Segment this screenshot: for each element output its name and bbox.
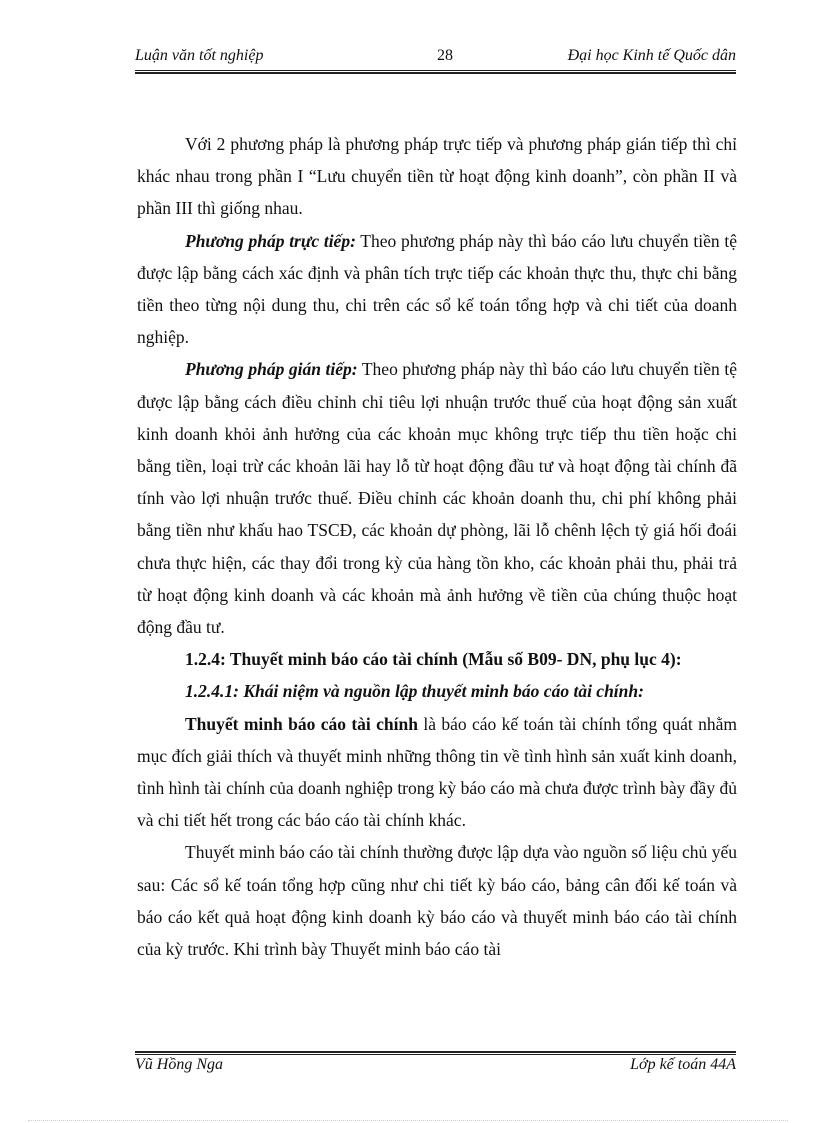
footer-author: Vũ Hồng Nga — [135, 1056, 223, 1073]
paragraph-methods-intro: Với 2 phương pháp là phương pháp trực tiếp và phương pháp gián tiếp thì chỉ khác nhau trong phần I “Lưu chuyển tiền từ hoạt động kinh doanh”, còn phần II và phần III thì giống nhau. — [137, 134, 737, 219]
footer-divider-thick — [135, 1051, 736, 1053]
header-thesis-label: Luận văn tốt nghiệp — [135, 47, 264, 64]
direct-method-label: Phương pháp trực tiếp: — [185, 230, 356, 251]
header-divider-thin — [135, 70, 736, 71]
page-footer — [135, 1056, 736, 1078]
indirect-method-label: Phương pháp gián tiếp: — [185, 359, 358, 380]
indirect-method-text: Theo phương pháp này thì báo cáo lưu chuyển tiền tệ được lập bằng cách điều chỉnh chỉ tiêu lợi nhuận trước thuế của hoạt động sản xuất kinh doanh khỏi ảnh hưởng của các khoản mục không trực tiếp thu tiền hoặc chi bằng tiền, loại trừ các khoản lãi hay lỗ từ hoạt động đầu tư và hoạt động tài chính đã tính vào lợi nhuận trước thuế. Điều chỉnh các khoản doanh thu, chi phí không phải bằng tiền như khấu hao TSCĐ, các khoản dự phòng, lãi lỗ chênh lệch tỷ giá hối đoái chưa thực hiện, các thay đổi trong kỳ của hàng tồn kho, các khoản phải thu, phải trả từ hoạt động kinh doanh và các khoản mà ảnh hưởng về tiền của chúng thuộc hoạt động đầu tư. — [137, 359, 737, 638]
document-body — [137, 128, 737, 965]
header-university: Đại học Kinh tế Quốc dân — [567, 47, 736, 64]
footer-divider-thin — [135, 1054, 736, 1055]
subsection-heading-1-2-4-1: 1.2.4.1: Khái niệm và nguồn lập thuyết minh báo cáo tài chính: — [185, 681, 644, 702]
page-number: 28 — [437, 47, 453, 64]
direct-method-text: Theo phương pháp này thì báo cáo lưu chuyển tiền tệ được lập bằng cách xác định và phân tích trực tiếp các khoản thực thu, thực chi bằng tiền theo từng nội dung thu, chi trên các sổ kế toán tổng hợp và chi tiết của doanh nghiệp. — [137, 230, 737, 348]
notes-definition-term: Thuyết minh báo cáo tài chính — [185, 713, 418, 734]
paragraph-indirect-method — [137, 353, 737, 643]
paragraph-notes-sources: Thuyết minh báo cáo tài chính thường được lập dựa vào nguồn số liệu chủ yếu sau: Các sổ kế toán tổng hợp cũng như chi tiết kỳ báo cáo, bảng cân đối kế toán và báo cáo kết quả hoạt động kinh doanh kỳ báo cáo và thuyết minh báo cáo tài chính của kỳ trước. Khi trình bày Thuyết minh báo cáo tài — [137, 842, 737, 960]
paragraph-notes-definition — [137, 708, 737, 837]
footer-class: Lớp kế toán 44A — [630, 1056, 736, 1073]
section-heading-1-2-4: 1.2.4: Thuyết minh báo cáo tài chính (Mẫu số B09- DN, phụ lục 4): — [185, 649, 682, 670]
notes-definition-text: là báo cáo kế toán tài chính tổng quát nhằm mục đích giải thích và thuyết minh những thông tin về tình hình sản xuất kinh doanh, tình hình tài chính của doanh nghiệp trong kỳ báo cáo mà chưa được trình bày đầy đủ và chi tiết hết trong các báo cáo tài chính khác. — [137, 713, 737, 831]
paragraph-direct-method — [137, 225, 737, 354]
header-divider-thick — [135, 72, 736, 74]
page-header — [135, 47, 736, 69]
page-bottom-edge — [28, 1120, 788, 1121]
